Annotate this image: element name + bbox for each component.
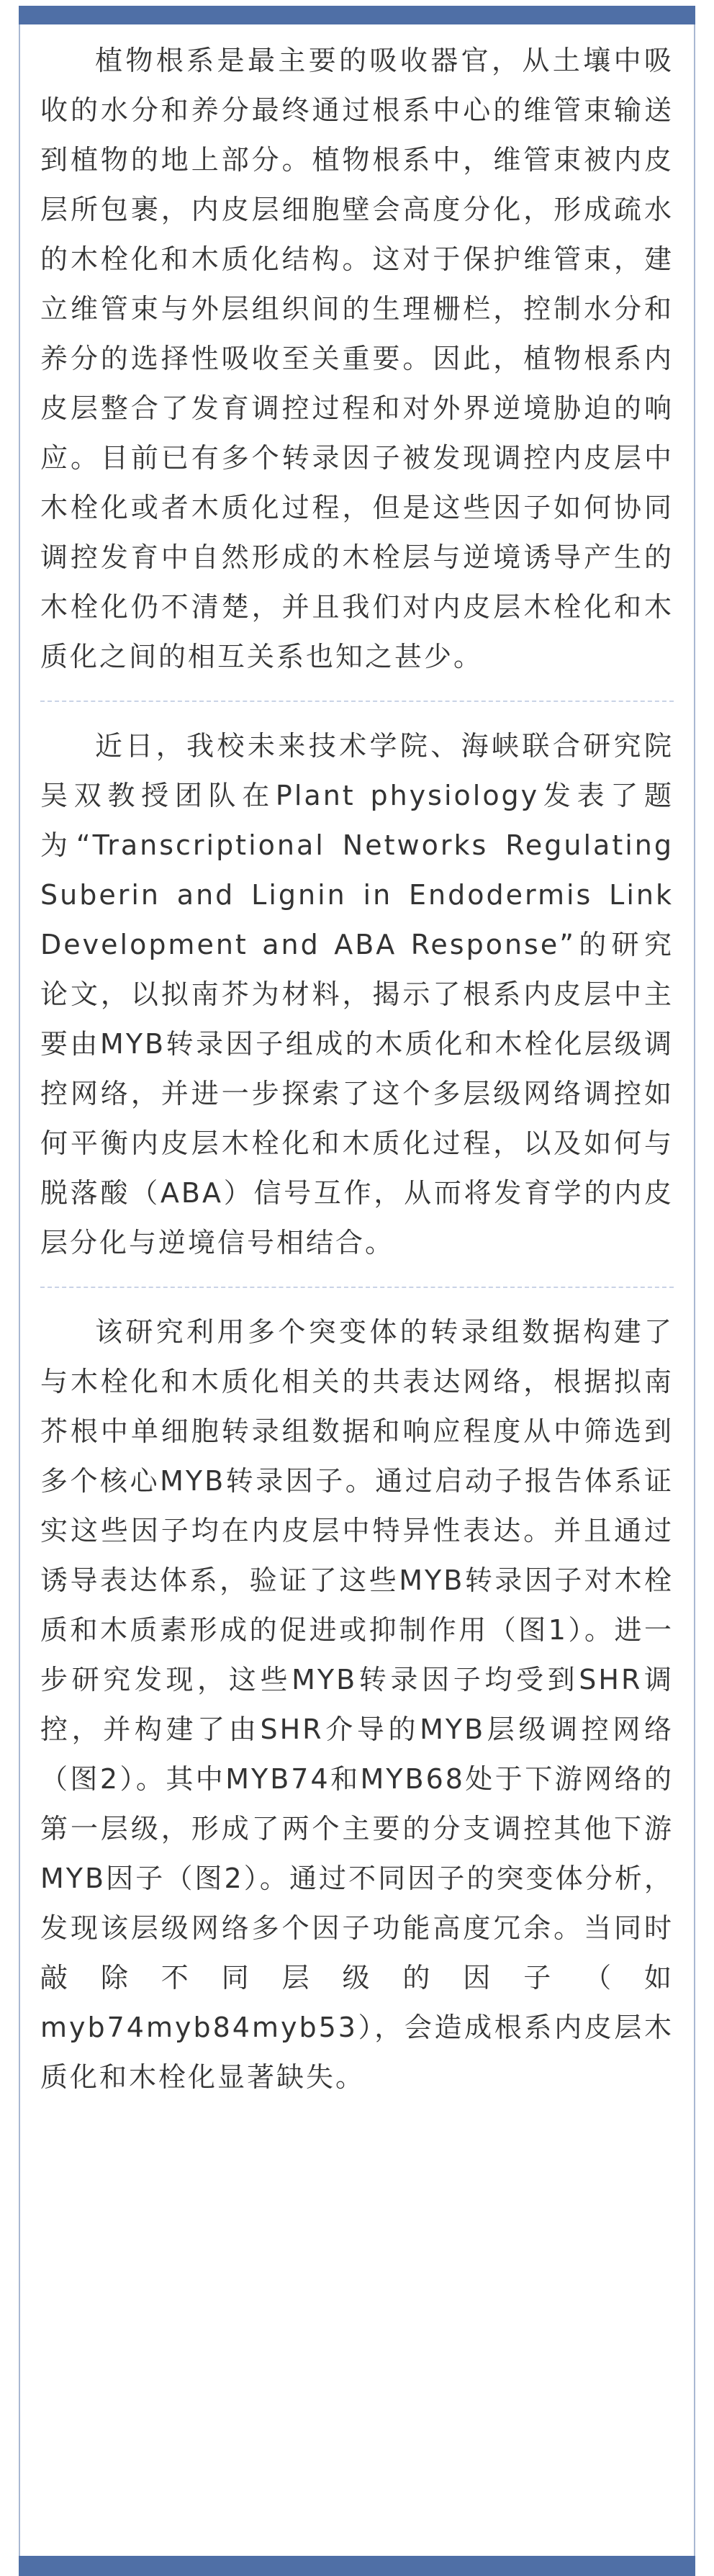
article-body [40,36,674,2102]
section-divider [40,1287,674,1288]
section-divider [40,701,674,702]
top-accent-bar [19,6,695,24]
bottom-accent-bar [19,2556,695,2576]
paragraph-research-findings: 该研究利用多个突变体的转录组数据构建了与木栓化和木质化相关的共表达网络，根据拟南芥根中单细胞转录组数据和响应程度从中筛选到多个核心MYB转录因子。通过启动子报告体系证实这些因子均在内皮层中特异性表达。并且通过诱导表达体系，验证了这些MYB转录因子对木栓质和木质素形成的促进或抑制作用（图1）。进一步研究发现，这些MYB转录因子均受到SHR调控，并构建了由SHR介导的MYB层级调控网络（图2）。其中MYB74和MYB68处于下游网络的第一层级，形成了两个主要的分支调控其他下游MYB因子（图2）。通过不同因子的突变体分析，发现该层级网络多个因子功能高度冗余。当同时敲除不同层级的因子（如myb74myb84myb53），会造成根系内皮层木质化和木栓化显著缺失。 [40,1316,674,2093]
paragraph-research-publication: 近日，我校未来技术学院、海峡联合研究院吴双教授团队在Plant physiology发表了题为“Transcriptional Networks Regulating Suberin and Lignin in Endodermis Link Development and ABA Response”的研究论文，以拟南芥为材料，揭示了根系内皮层中主要由MYB转录因子组成的木质化和木栓化层级调控网络，并进一步探索了这个多层级网络调控如何平衡内皮层木栓化和木质化过程，以及如何与脱落酸（ABA）信号互作，从而将发育学的内皮层分化与逆境信号相结合。 [40,730,674,1258]
paragraph-root-endodermis-background: 植物根系是最主要的吸收器官，从土壤中吸收的水分和养分最终通过根系中心的维管束输送到植物的地上部分。植物根系中，维管束被内皮层所包裹，内皮层细胞壁会高度分化，形成疏水的木栓化和木质化结构。这对于保护维管束，建立维管束与外层组织间的生理栅栏，控制水分和养分的选择性吸收至关重要。因此，植物根系内皮层整合了发育调控过程和对外界逆境胁迫的响应。目前已有多个转录因子被发现调控内皮层中木栓化或者木质化过程，但是这些因子如何协同调控发育中自然形成的木栓层与逆境诱导产生的木栓化仍不清楚，并且我们对内皮层木栓化和木质化之间的相互关系也知之甚少。 [40,45,674,672]
